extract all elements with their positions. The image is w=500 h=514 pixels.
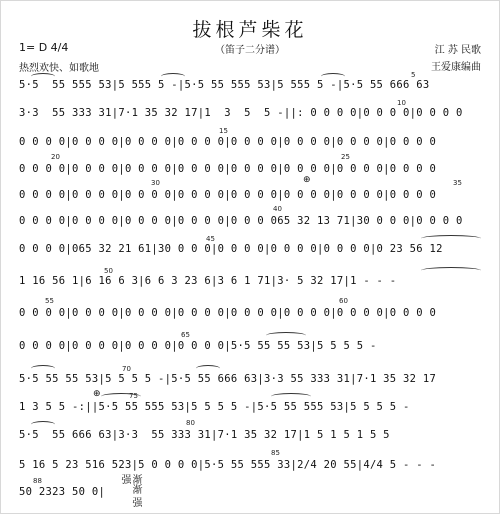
slur-mark xyxy=(421,235,481,242)
tempo-marking: 热烈欢快、如歌地 xyxy=(19,63,99,74)
slur-mark xyxy=(196,365,220,372)
score-line: 0 0 0 0|0 0 0 0|0 0 0 0|0 0 0 0|5·5 55 55 53|5 5 5 5 - xyxy=(19,340,377,352)
score-subtitle: （笛子二分谱） xyxy=(215,45,285,56)
score-line: 3·3 55 333 31|7·1 35 32 17|1 3 5 5 -||: 0 0 0 0|0 0 0 0|0 0 0 0 xyxy=(19,107,463,119)
score-line: 0 0 0 0|0 0 0 0|0 0 0 0|0 0 0 0|0 0 0 0|0 0 0 0|0 0 0 0|0 0 0 0 xyxy=(19,189,437,201)
bar-number: 25 xyxy=(341,153,350,161)
slur-mark xyxy=(321,73,345,80)
slur-mark xyxy=(271,393,311,400)
bar-number: 80 xyxy=(186,419,195,427)
bar-number: 30 xyxy=(151,179,160,187)
bar-number: 70 xyxy=(122,365,131,373)
bar-number: 15 xyxy=(219,127,228,135)
slur-mark xyxy=(266,332,306,339)
score-line: 1 3 5 5 -:||5·5 55 555 53|5 5 5 5 -|5·5 55 555 53|5 5 5 5 - xyxy=(19,401,410,413)
bar-number: 40 xyxy=(273,205,282,213)
bar-number: 35 xyxy=(453,179,462,187)
slur-mark xyxy=(101,393,141,400)
bar-number: 55 xyxy=(45,297,54,305)
slur-mark xyxy=(31,365,55,372)
bar-number: 60 xyxy=(339,297,348,305)
score-line: 5·5 55 555 53|5 555 5 -|5·5 55 555 53|5 555 5 -|5·5 55 666 63 xyxy=(19,79,430,91)
ending-dynamic-note: 渐渐 强强 xyxy=(119,474,141,508)
bar-number: 65 xyxy=(181,331,190,339)
score-line: 1 16 56 1|6 16 6 3|6 6 3 23 6|3 6 1 71|3· 5 32 17|1 - - - xyxy=(19,275,397,287)
coda-sign-icon: ⊕ xyxy=(303,175,311,185)
bar-number: 10 xyxy=(397,99,406,107)
song-title: 拔根芦柴花 xyxy=(192,19,308,41)
score-line: 0 0 0 0|0 0 0 0|0 0 0 0|0 0 0 0|0 0 0 065 32 13 71|30 0 0 0|0 0 0 0 xyxy=(19,215,463,227)
bar-number: 45 xyxy=(206,235,215,243)
bar-number: 88 xyxy=(33,477,42,485)
coda-sign-icon: ⊕ xyxy=(93,389,101,399)
slur-mark xyxy=(421,267,481,274)
arranger-credit: 王爱康编曲 xyxy=(431,62,481,73)
key-signature: 1= D 4/4 xyxy=(19,41,69,54)
bar-number: 5 xyxy=(411,71,416,79)
bar-number: 75 xyxy=(129,392,138,400)
score-line: 50 2323 50 0| xyxy=(19,486,106,498)
slur-mark xyxy=(161,73,185,80)
score-line: 0 0 0 0|0 0 0 0|0 0 0 0|0 0 0 0|0 0 0 0|0 0 0 0|0 0 0 0|0 0 0 0 xyxy=(19,307,437,319)
score-line: 0 0 0 0|0 0 0 0|0 0 0 0|0 0 0 0|0 0 0 0|0 0 0 0|0 0 0 0|0 0 0 0 xyxy=(19,163,437,175)
bar-number: 20 xyxy=(51,153,60,161)
score-line: 0 0 0 0|0 0 0 0|0 0 0 0|0 0 0 0|0 0 0 0|0 0 0 0|0 0 0 0|0 0 0 0 xyxy=(19,136,437,148)
score-line: 5·5 55 666 63|3·3 55 333 31|7·1 35 32 17|1 5 1 5 1 5 5 xyxy=(19,429,390,441)
song-origin: 江 苏 民歌 xyxy=(434,45,481,56)
slur-mark xyxy=(31,421,55,428)
score-line: 0 0 0 0|065 32 21 61|30 0 0 0|0 0 0 0|0 0 0 0|0 0 0 0|0 23 56 12 xyxy=(19,243,443,255)
bar-number: 85 xyxy=(271,449,280,457)
bar-number: 50 xyxy=(104,267,113,275)
slur-mark xyxy=(31,73,55,80)
score-line: 5·5 55 55 53|5 5 5 5 -|5·5 55 666 63|3·3 55 333 31|7·1 35 32 17 xyxy=(19,373,437,385)
score-line: 5 16 5 23 516 523|5 0 0 0 0|5·5 55 555 33|2/4 20 55|4/4 5 - - - xyxy=(19,459,437,471)
